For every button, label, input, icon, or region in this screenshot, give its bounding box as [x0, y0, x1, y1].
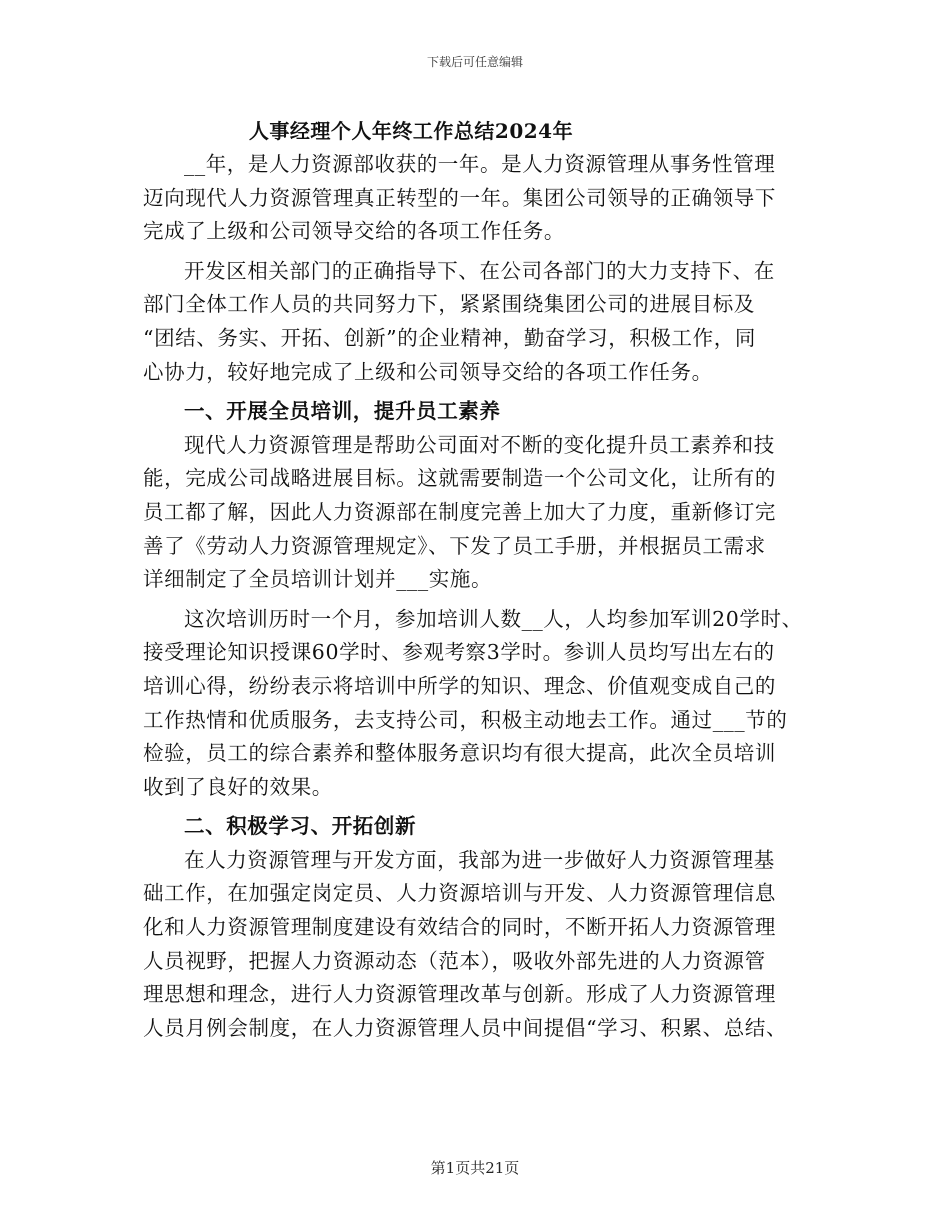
- paragraph: [143, 148, 823, 249]
- paragraph-line: 人员视野，把握人力资源动态（范本），吸收外部先进的人力资源管: [143, 948, 766, 973]
- paragraph-line: 完成了上级和公司领导交给的各项工作任务。: [143, 219, 565, 244]
- section-heading: [143, 395, 823, 429]
- document-body: [143, 148, 823, 1045]
- paragraph-line: 收到了良好的效果。: [143, 774, 333, 799]
- header-note: 下载后可任意编辑: [426, 55, 523, 69]
- paragraph-line: 检验，员工的综合素养和整体服务意识均有很大提高，此次全员培训: [143, 741, 776, 766]
- paragraph-line: 在人力资源管理与开发方面，我部为进一步做好人力资源管理基: [184, 847, 775, 872]
- paragraph-line: 工作热情和优质服务，去支持公司，积极主动地去工作。通过___节的: [143, 707, 788, 732]
- paragraph-line: 开发区相关部门的正确指导下、在公司各部门的大力支持下、在: [184, 258, 775, 283]
- paragraph-line: “团结、务实、开拓、创新”的企业精神，勤奋学习，积极工作，同: [143, 325, 756, 350]
- paragraph-line: __年，是人力资源部收获的一年。是人力资源管理从事务性管理: [184, 152, 776, 176]
- paragraph-line: 心协力，较好地完成了上级和公司领导交给的各项工作任务。: [143, 359, 713, 384]
- heading-line: 二、积极学习、开拓创新: [184, 814, 417, 839]
- paragraph-line: 人员月例会制度，在人力资源管理人员中间提倡“学习、积累、总结、: [143, 1015, 788, 1040]
- paragraph-line: 化和人力资源管理制度建设有效结合的同时，不断开拓人力资源管理: [143, 915, 776, 940]
- paragraph-line: 接受理论知识授课60学时、参观考察3学时。参训人员均写出左右的: [143, 640, 775, 665]
- paragraph-line: 培训心得，纷纷表示将培训中所学的知识、理念、价值观变成自己的: [143, 673, 776, 698]
- paragraph-line: 善了《劳动人力资源管理规定》、下发了员工手册，并根据员工需求: [143, 533, 766, 558]
- paragraph-line: 部门全体工作人员的共同努力下，紧紧围绕集团公司的进展目标及: [143, 292, 755, 317]
- heading-line: 一、开展全员培训，提升员工素养: [184, 399, 501, 424]
- page-number: 第1页共21页: [430, 1159, 520, 1177]
- paragraph-line: 础工作，在加强定岗定员、人力资源培训与开发、人力资源管理信息: [143, 881, 776, 906]
- paragraph-line: 现代人力资源管理是帮助公司面对不断的变化提升员工素养和技: [184, 432, 775, 457]
- paragraph: [143, 255, 823, 389]
- paragraph: [143, 844, 823, 1046]
- section-heading: [143, 810, 823, 844]
- paragraph-line: 迈向现代人力资源管理真正转型的一年。集团公司领导的正确领导下: [143, 185, 776, 210]
- paragraph-line: 详细制定了全员培训计划并___实施。: [143, 567, 493, 592]
- paragraph: [143, 603, 823, 805]
- paragraph-line: 员工都了解，因此人力资源部在制度完善上加大了力度，重新修订完: [143, 499, 776, 524]
- paragraph-line: 理思想和理念，进行人力资源管理改革与创新。形成了人力资源管理: [143, 982, 776, 1007]
- document-title: 人事经理个人年终工作总结2024年: [248, 119, 574, 143]
- paragraph: [143, 429, 823, 597]
- paragraph-line: 这次培训历时一个月，参加培训人数__人，人均参加军训20学时、: [184, 606, 803, 631]
- paragraph-line: 能，完成公司战略进展目标。这就需要制造一个公司文化，让所有的: [143, 466, 776, 491]
